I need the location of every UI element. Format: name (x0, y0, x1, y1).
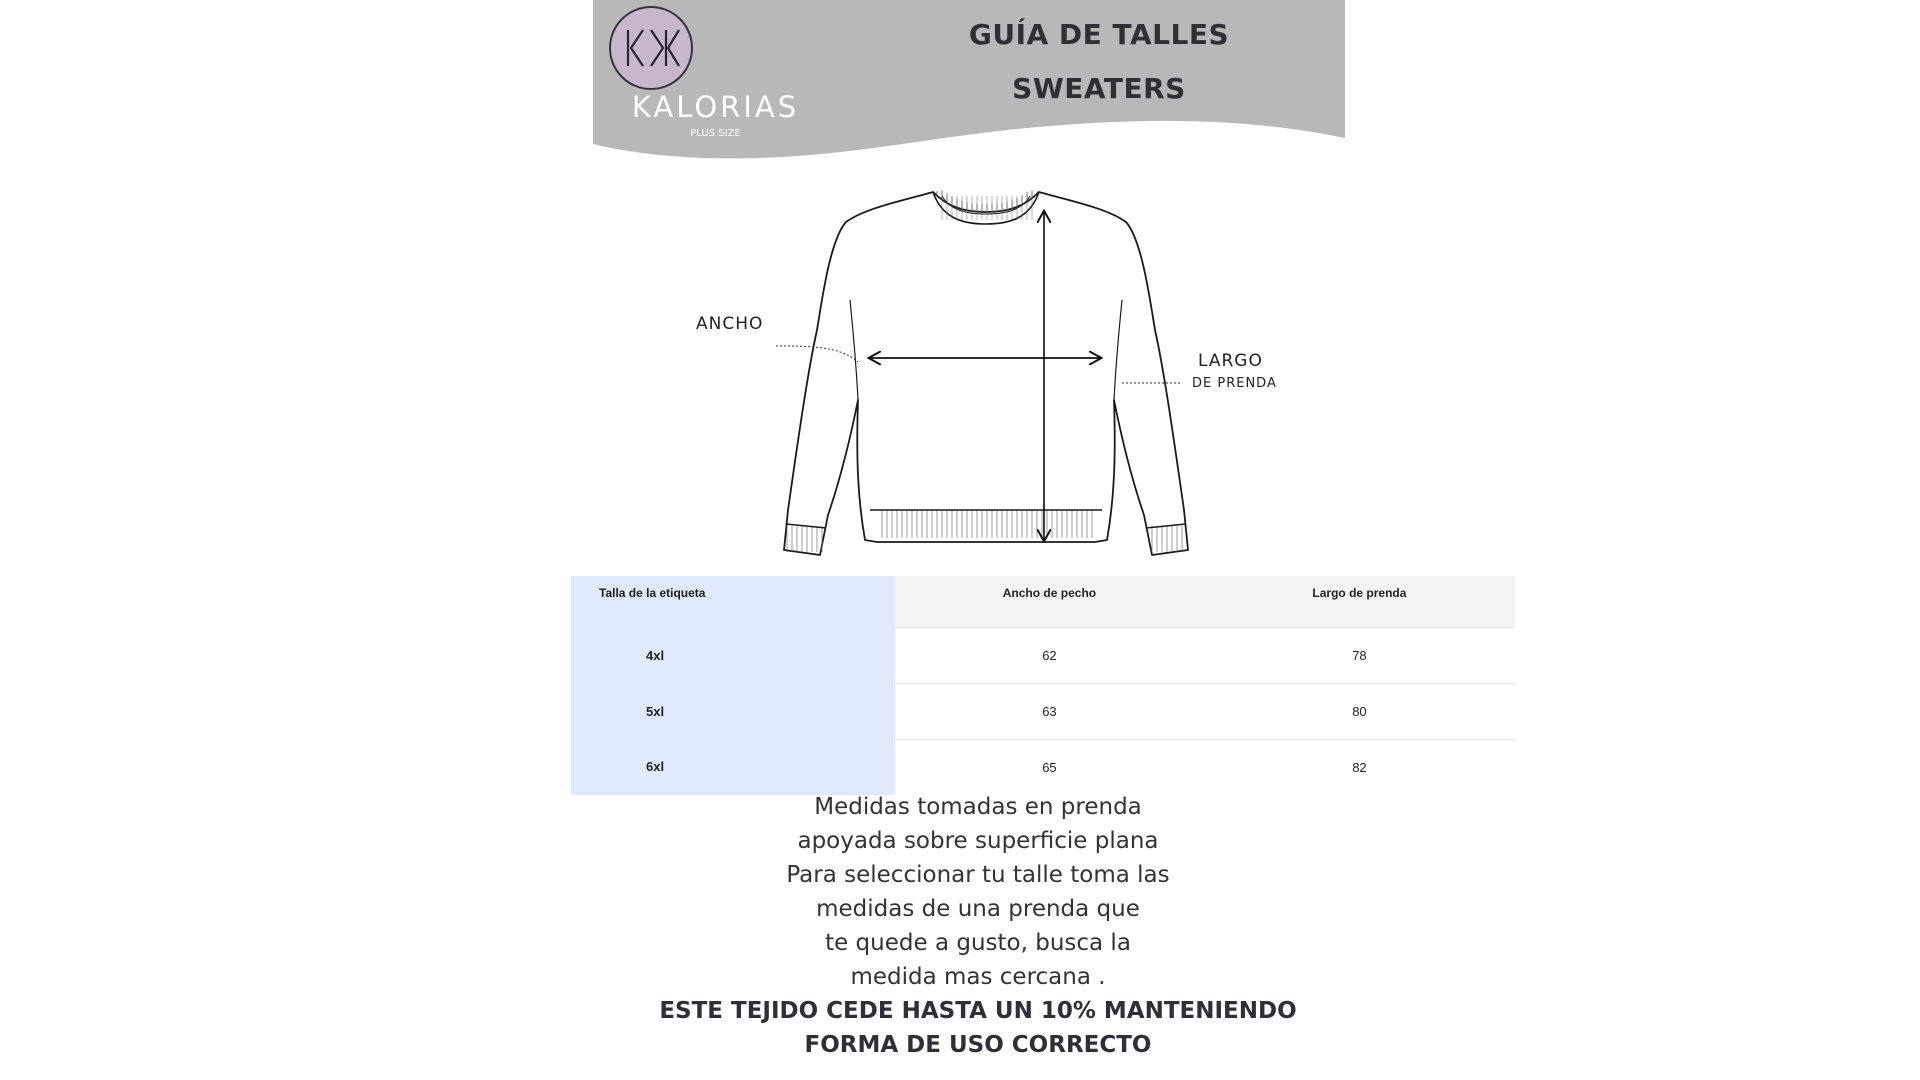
width-label: ANCHO (696, 314, 764, 334)
stretch-warning: FORMA DE USO CORRECTO (804, 1032, 1152, 1058)
measurement-notes (628, 790, 1328, 1062)
size-cell: 5xl (571, 683, 895, 739)
header-banner (593, 0, 1345, 160)
note-line: Medidas tomadas en prenda (814, 794, 1142, 820)
table-row (571, 683, 1515, 739)
size-cell: 6xl (571, 739, 895, 795)
brand-name: KALORIAS (631, 90, 800, 124)
chest-cell: 62 (895, 627, 1204, 683)
size-table (571, 576, 1515, 795)
length-sub-label: DE PRENDA (1192, 376, 1277, 391)
table-header-row (571, 576, 1515, 627)
table-row (571, 627, 1515, 683)
table-row (571, 739, 1515, 795)
brand-subtitle: PLUS SIZE (690, 128, 741, 139)
note-line: Para seleccionar tu talle toma las (786, 862, 1170, 888)
note-line: apoyada sobre superficie plana (797, 828, 1159, 854)
length-cell: 78 (1204, 627, 1515, 683)
header-size: Talla de la etiqueta (571, 576, 895, 627)
note-line: medida mas cercana . (850, 964, 1106, 990)
chest-cell: 65 (1042, 759, 1057, 775)
length-cell: 80 (1204, 683, 1515, 739)
chest-cell: 63 (895, 683, 1204, 739)
header-chest: Ancho de pecho (895, 576, 1204, 627)
size-cell: 4xl (571, 627, 895, 683)
page-subtitle: SWEATERS (1012, 72, 1186, 105)
length-cell: 82 (1352, 759, 1367, 775)
length-label: LARGO (1198, 351, 1263, 371)
note-line: te quede a gusto, busca la (825, 930, 1131, 956)
note-line: medidas de una prenda que (816, 896, 1140, 922)
stretch-warning: ESTE TEJIDO CEDE HASTA UN 10% MANTENIENDO (659, 998, 1297, 1024)
header-length: Largo de prenda (1204, 576, 1515, 627)
page-title: GUÍA DE TALLES (968, 18, 1230, 51)
logo-icon (609, 6, 693, 90)
